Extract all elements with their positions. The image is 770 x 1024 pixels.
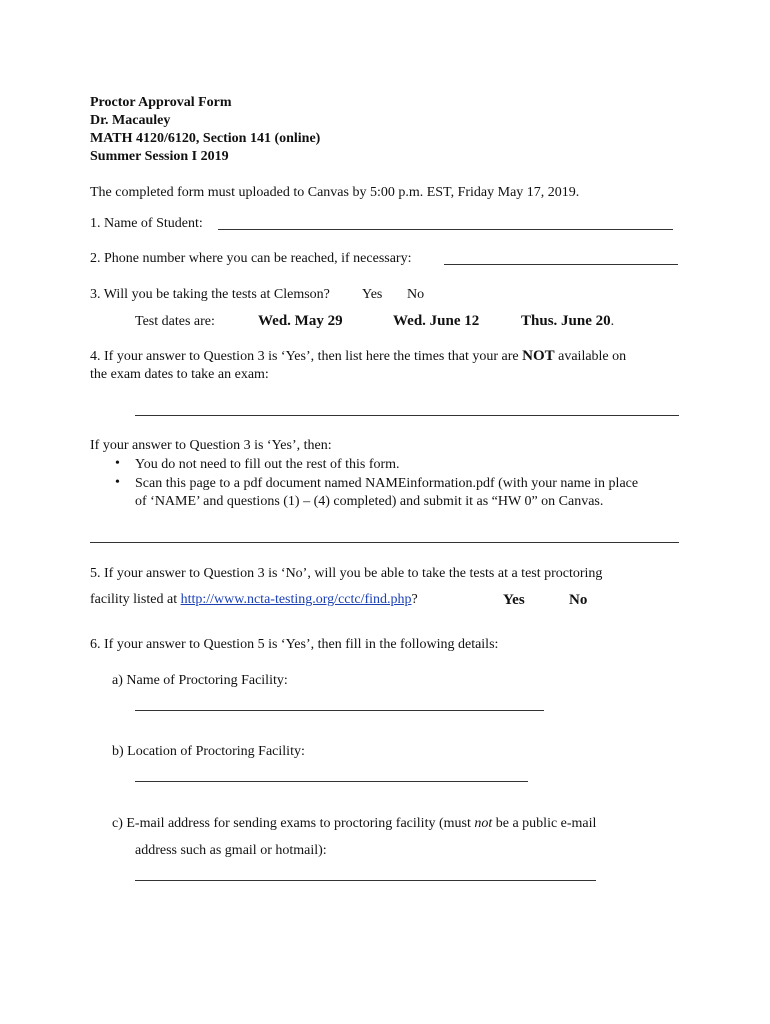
yes-block-intro: If your answer to Question 3 is ‘Yes’, then: [90,438,332,453]
yes-block-bullet-2-line-2: of ‘NAME’ and questions (1) – (4) completed) and submit it as “HW 0” on Canvas. [135,494,604,509]
q6c-not-emphasis: not [474,816,493,831]
form-title: Proctor Approval Form [90,95,232,110]
bullet-icon: • [115,456,120,471]
session-info: Summer Session I 2019 [90,149,229,164]
q4-line-1 [90,347,626,366]
q5-text-post: ? [411,592,418,607]
yes-block-bullet-2-line-1: Scan this page to a pdf document named NAMEinformation.pdf (with your name in place [135,476,639,491]
unavailable-times-field[interactable] [135,415,679,416]
facility-name-field[interactable] [135,710,544,711]
q2-label: 2. Phone number where you can be reached, if necessary: [90,251,412,266]
test-dates-label: Test dates are: [135,314,215,329]
q1-label: 1. Name of Student: [90,216,203,231]
q6c-text-pre: c) E-mail address for sending exams to proctoring facility (must [112,816,475,831]
q4-not-emphasis: NOT [522,348,555,364]
test-date-3: Thus. June 20 [521,313,611,329]
test-date-3-suffix: . [610,314,615,329]
bullet-icon: • [115,475,120,490]
q5-yes-option[interactable]: Yes [503,592,525,608]
instructor-name: Dr. Macauley [90,113,171,128]
q5-line-2 [90,591,418,609]
student-name-field[interactable] [218,229,673,230]
q6-label: 6. If your answer to Question 5 is ‘Yes’, then fill in the following details: [90,637,499,652]
section-divider [90,542,679,543]
yes-block-bullet-1: You do not need to fill out the rest of this form. [135,457,400,472]
q6a-label: a) Name of Proctoring Facility: [112,673,288,688]
facility-email-field[interactable] [135,880,596,881]
course-info: MATH 4120/6120, Section 141 (online) [90,131,321,146]
q3-yes-option[interactable]: Yes [362,287,383,302]
q6c-line-1 [112,815,596,833]
test-date-2: Wed. June 12 [393,313,480,329]
proctoring-facility-link[interactable]: http://www.ncta-testing.org/cctc/find.php [180,592,412,607]
phone-number-field[interactable] [444,264,678,265]
q5-text-pre: facility listed at [90,592,181,607]
q3-no-option[interactable]: No [407,287,425,302]
q4-line-2: the exam dates to take an exam: [90,367,269,382]
q4-text-post: available on [554,349,627,364]
q4-text-pre: 4. If your answer to Question 3 is ‘Yes’, then list here the times that your are [90,349,523,364]
q3-label: 3. Will you be taking the tests at Clemson? [90,287,330,302]
deadline-instructions: The completed form must uploaded to Canvas by 5:00 p.m. EST, Friday May 17, 2019. [90,185,580,200]
q6c-line-2: address such as gmail or hotmail): [135,843,327,858]
q5-no-option[interactable]: No [569,592,588,608]
q6b-label: b) Location of Proctoring Facility: [112,744,305,759]
facility-location-field[interactable] [135,781,528,782]
q5-line-1: 5. If your answer to Question 3 is ‘No’, will you be able to take the tests at a test proctoring [90,566,603,581]
q6c-text-post: be a public e-mail [492,816,597,831]
test-date-1: Wed. May 29 [258,313,343,329]
